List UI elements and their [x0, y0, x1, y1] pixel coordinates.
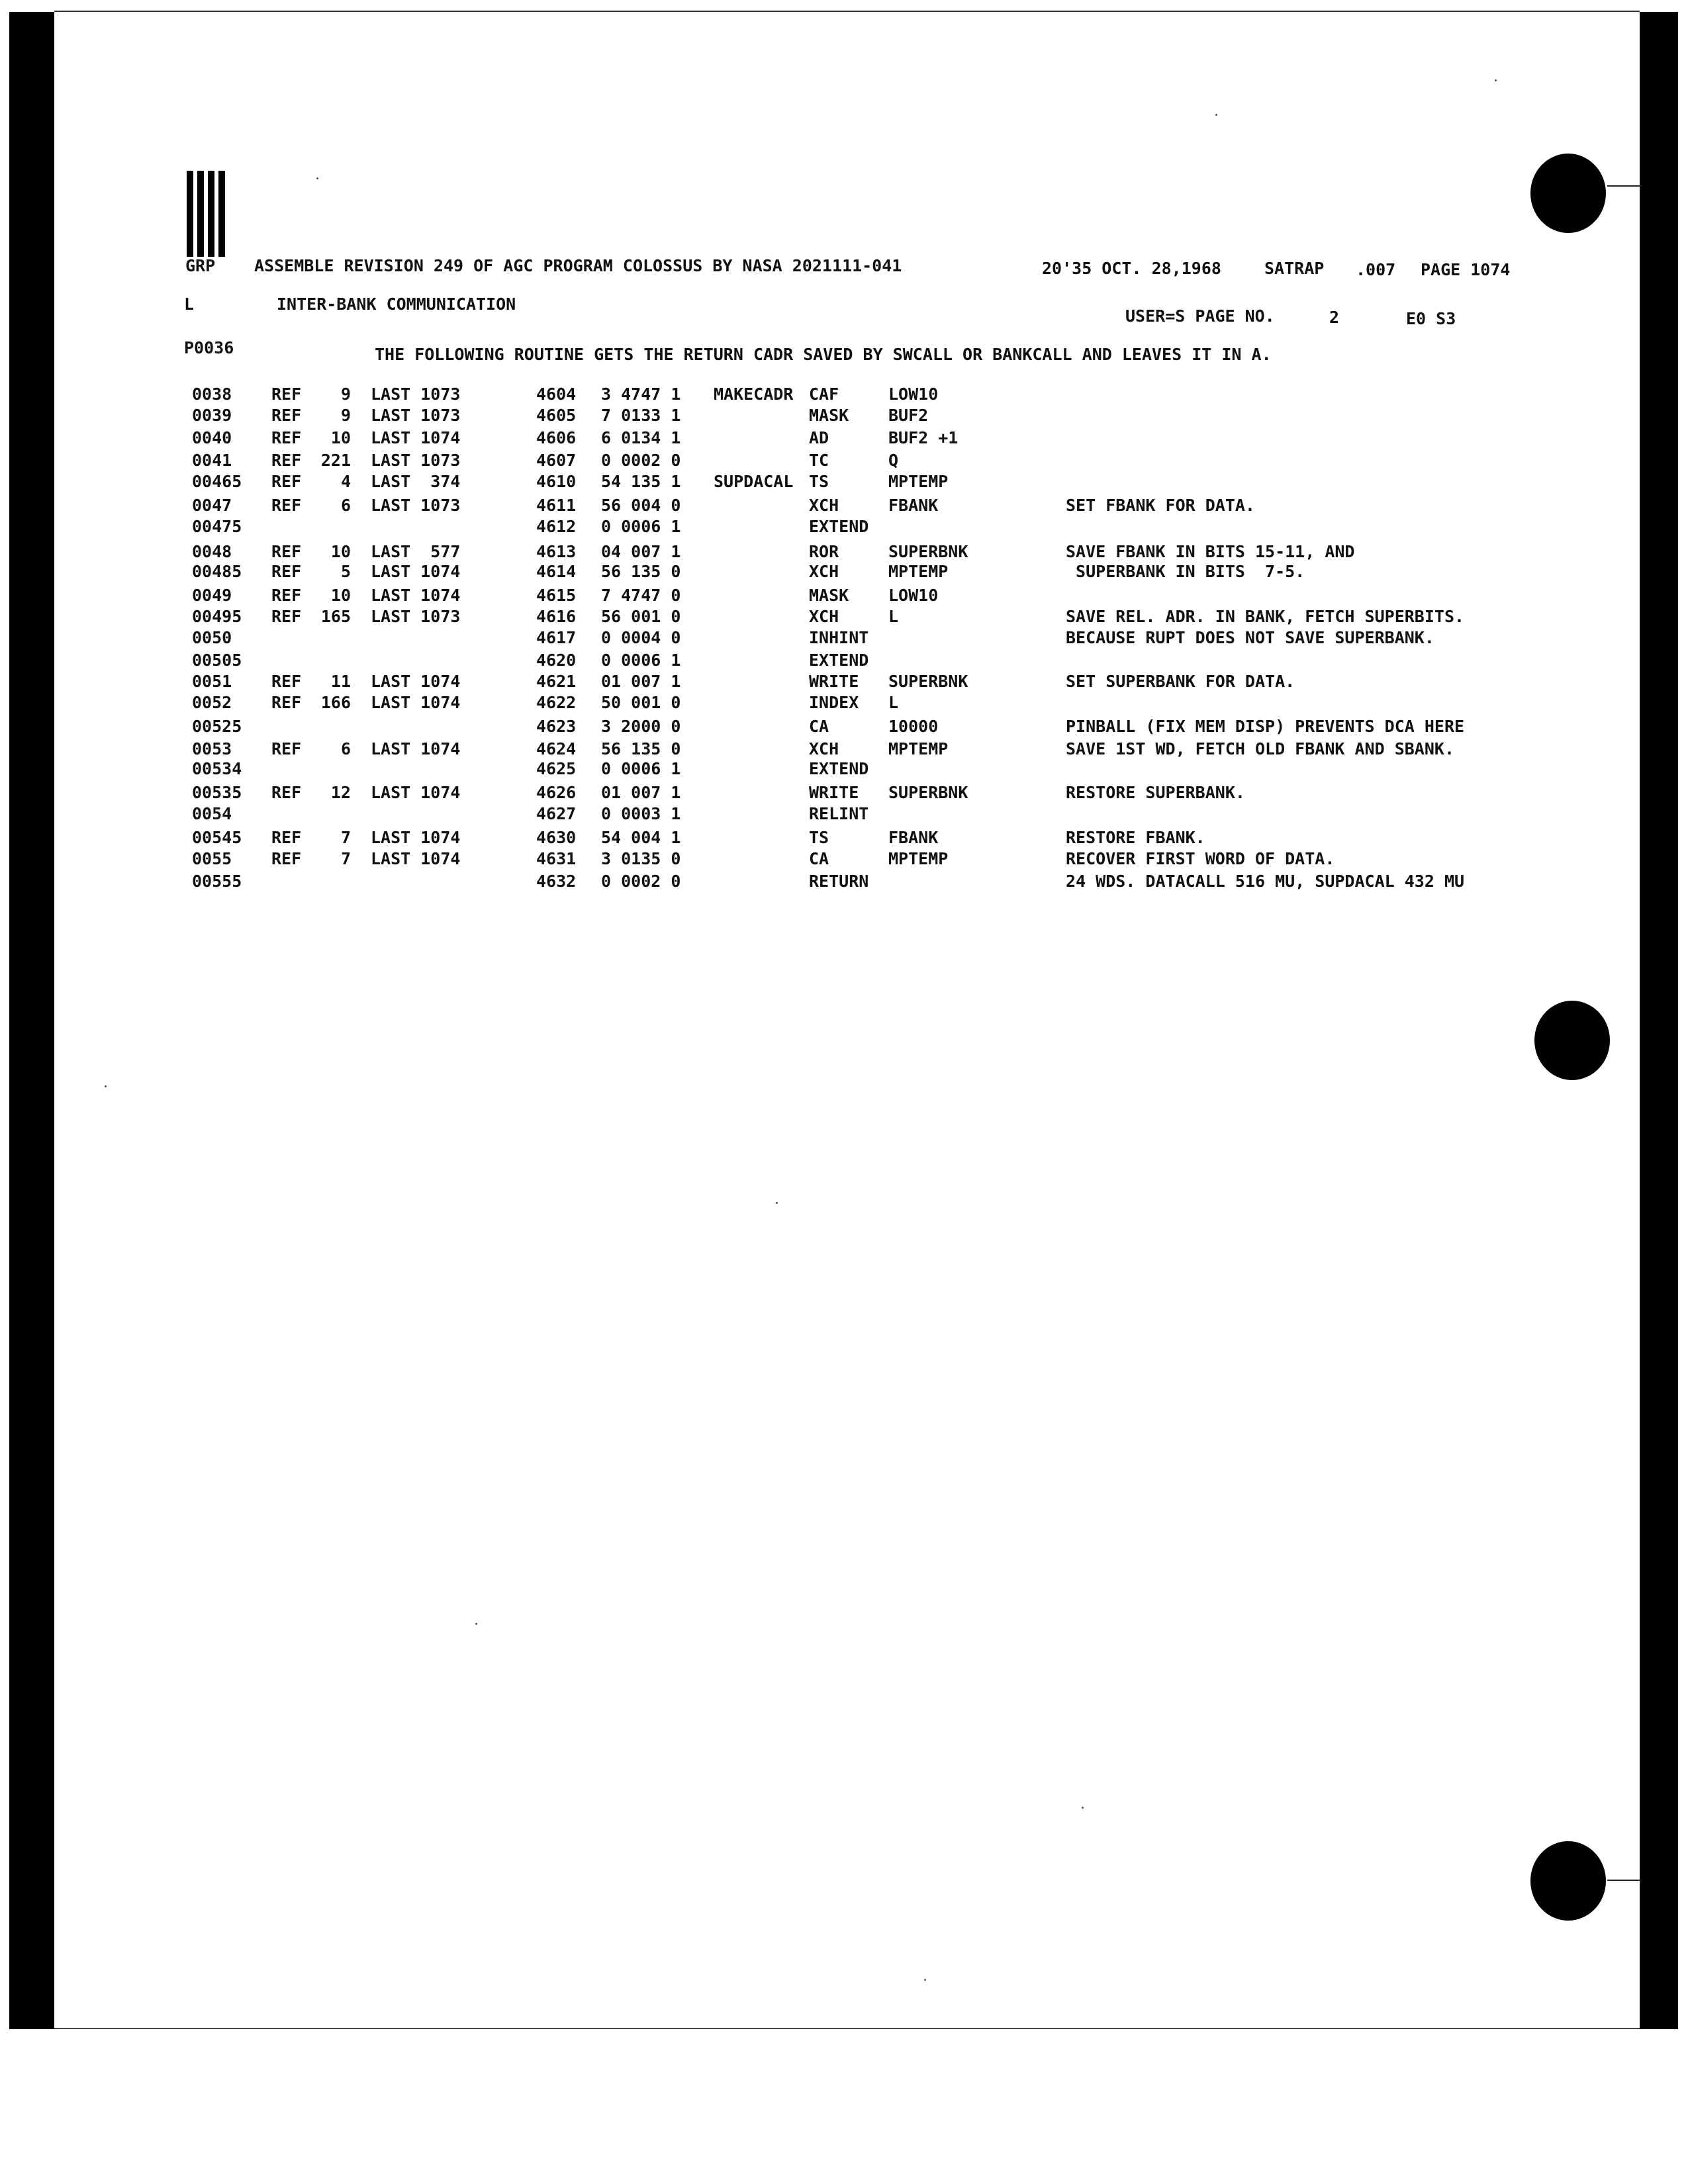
row-address: 4630 — [536, 828, 577, 847]
row-opcode: EXTEND — [809, 517, 869, 536]
row-octal-code: 0 0006 1 — [601, 651, 681, 670]
row-ref-count: 165 — [320, 607, 351, 626]
row-operand: L — [888, 607, 899, 626]
scan-speck — [1495, 79, 1497, 81]
row-last-ref: LAST 1074 — [371, 672, 461, 691]
scan-speck — [1082, 1807, 1084, 1809]
row-ref-label: REF — [271, 739, 302, 758]
row-address: 4614 — [536, 562, 577, 581]
scan-speck — [776, 1202, 778, 1204]
row-sequence-number: 00465 — [192, 472, 242, 491]
scan-edge-bottom — [54, 2028, 1640, 2029]
row-ref-label: REF — [271, 693, 302, 712]
row-sequence-number: 0051 — [192, 672, 232, 691]
row-ref-label: REF — [271, 406, 302, 425]
row-address: 4632 — [536, 872, 577, 891]
row-last-ref: LAST 1073 — [371, 496, 461, 515]
row-operand: MPTEMP — [888, 739, 949, 758]
row-ref-count: 221 — [320, 451, 351, 470]
row-operand: FBANK — [888, 828, 939, 847]
row-sequence-number: 0041 — [192, 451, 232, 470]
row-sequence-number: 00525 — [192, 717, 242, 736]
row-last-ref: LAST 1073 — [371, 607, 461, 626]
row-address: 4625 — [536, 759, 577, 778]
row-address: 4624 — [536, 739, 577, 758]
row-opcode: CA — [809, 849, 829, 868]
row-octal-code: 56 004 0 — [601, 496, 681, 515]
scan-edge-right — [1640, 12, 1678, 2029]
row-comment: RESTORE FBANK. — [1066, 828, 1205, 847]
row-operand: SUPERBNK — [888, 783, 968, 802]
row-ref-label: REF — [271, 586, 302, 605]
row-ref-label: REF — [271, 385, 302, 404]
row-octal-code: 54 004 1 — [601, 828, 681, 847]
row-opcode: INHINT — [809, 628, 869, 647]
row-ref-count: 10 — [330, 586, 351, 605]
punch-hole-middle — [1534, 1001, 1610, 1080]
row-sequence-number: 0050 — [192, 628, 232, 647]
row-comment: SET FBANK FOR DATA. — [1066, 496, 1255, 515]
header-page-number: PAGE 1074 — [1421, 260, 1511, 279]
row-ref-count: 7 — [340, 828, 351, 847]
row-last-ref: LAST 577 — [371, 542, 461, 561]
row-sequence-number: 00485 — [192, 562, 242, 581]
row-comment: SAVE REL. ADR. IN BANK, FETCH SUPERBITS. — [1066, 607, 1465, 626]
row-address: 4611 — [536, 496, 577, 515]
row-opcode: INDEX — [809, 693, 859, 712]
row-octal-code: 0 0002 0 — [601, 872, 681, 891]
row-operand: LOW10 — [888, 586, 939, 605]
row-opcode: TS — [809, 472, 829, 491]
row-sequence-number: 0040 — [192, 428, 232, 447]
scan-speck — [316, 177, 318, 179]
row-ref-count: 4 — [340, 472, 351, 491]
row-ref-label: REF — [271, 783, 302, 802]
row-sequence-number: 0038 — [192, 385, 232, 404]
punch-hole-tick — [1607, 1880, 1642, 1881]
row-comment: PINBALL (FIX MEM DISP) PREVENTS DCA HERE — [1066, 717, 1465, 736]
printer-code: GRP — [185, 256, 216, 275]
row-ref-count: 12 — [330, 783, 351, 802]
row-sequence-number: 0039 — [192, 406, 232, 425]
row-comment: BECAUSE RUPT DOES NOT SAVE SUPERBANK. — [1066, 628, 1434, 647]
header-revision: .007 — [1356, 260, 1396, 279]
row-sequence-number: 0052 — [192, 693, 232, 712]
row-ref-count: 166 — [320, 693, 351, 712]
row-ref-label: REF — [271, 562, 302, 581]
row-octal-code: 0 0006 1 — [601, 517, 681, 536]
row-operand: MPTEMP — [888, 562, 949, 581]
row-ref-count: 7 — [340, 849, 351, 868]
row-opcode: TC — [809, 451, 829, 470]
section-title: INTER-BANK COMMUNICATION — [277, 295, 516, 314]
header-timestamp: 20'35 OCT. 28,1968 — [1042, 259, 1221, 278]
row-octal-code: 3 2000 0 — [601, 717, 681, 736]
row-ref-count: 11 — [330, 672, 351, 691]
comment-line-id: P0036 — [184, 338, 234, 357]
row-ref-label: REF — [271, 607, 302, 626]
row-address: 4610 — [536, 472, 577, 491]
row-sequence-number: 0055 — [192, 849, 232, 868]
row-opcode: RELINT — [809, 804, 869, 823]
row-address: 4623 — [536, 717, 577, 736]
row-operand: MPTEMP — [888, 849, 949, 868]
row-sequence-number: 0049 — [192, 586, 232, 605]
row-last-ref: LAST 1074 — [371, 428, 461, 447]
row-opcode: WRITE — [809, 783, 859, 802]
row-opcode: XCH — [809, 496, 839, 515]
assemble-header: ASSEMBLE REVISION 249 OF AGC PROGRAM COLOSSUS BY NASA 2021111-041 — [254, 256, 902, 275]
row-ref-label: REF — [271, 828, 302, 847]
row-octal-code: 54 135 1 — [601, 472, 681, 491]
row-octal-code: 01 007 1 — [601, 672, 681, 691]
row-last-ref: LAST 374 — [371, 472, 461, 491]
row-opcode: XCH — [809, 739, 839, 758]
printer-mark-icon — [187, 171, 225, 257]
e0-code: E0 S3 — [1406, 309, 1456, 328]
row-octal-code: 0 0003 1 — [601, 804, 681, 823]
row-opcode: WRITE — [809, 672, 859, 691]
row-address: 4615 — [536, 586, 577, 605]
punch-hole-bottom — [1530, 1841, 1606, 1921]
row-opcode: CAF — [809, 385, 839, 404]
user-page-label: USER=S PAGE NO. — [1125, 306, 1275, 326]
row-ref-label: REF — [271, 472, 302, 491]
row-address: 4617 — [536, 628, 577, 647]
row-ref-label: REF — [271, 496, 302, 515]
row-octal-code: 7 4747 0 — [601, 586, 681, 605]
row-last-ref: LAST 1074 — [371, 739, 461, 758]
row-symbol-label: SUPDACAL — [714, 472, 794, 491]
row-sequence-number: 0047 — [192, 496, 232, 515]
row-octal-code: 6 0134 1 — [601, 428, 681, 447]
row-opcode: MASK — [809, 586, 849, 605]
row-address: 4612 — [536, 517, 577, 536]
row-last-ref: LAST 1073 — [371, 385, 461, 404]
row-sequence-number: 0053 — [192, 739, 232, 758]
row-sequence-number: 00505 — [192, 651, 242, 670]
row-ref-count: 6 — [340, 739, 351, 758]
row-opcode: XCH — [809, 562, 839, 581]
header-satrap: SATRAP — [1264, 259, 1325, 278]
row-octal-code: 56 135 0 — [601, 562, 681, 581]
row-octal-code: 01 007 1 — [601, 783, 681, 802]
scan-speck — [1215, 114, 1217, 116]
row-last-ref: LAST 1073 — [371, 451, 461, 470]
row-operand: L — [888, 693, 899, 712]
row-last-ref: LAST 1074 — [371, 783, 461, 802]
row-sequence-number: 00475 — [192, 517, 242, 536]
row-last-ref: LAST 1074 — [371, 562, 461, 581]
row-comment: 24 WDS. DATACALL 516 MU, SUPDACAL 432 MU — [1066, 872, 1465, 891]
row-last-ref: LAST 1073 — [371, 406, 461, 425]
row-ref-count: 9 — [340, 406, 351, 425]
row-operand: MPTEMP — [888, 472, 949, 491]
row-comment: RECOVER FIRST WORD OF DATA. — [1066, 849, 1335, 868]
row-octal-code: 50 001 0 — [601, 693, 681, 712]
scan-speck — [924, 1979, 926, 1981]
row-comment: SAVE 1ST WD, FETCH OLD FBANK AND SBANK. — [1066, 739, 1454, 758]
row-octal-code: 0 0006 1 — [601, 759, 681, 778]
row-operand: Q — [888, 451, 899, 470]
row-address: 4605 — [536, 406, 577, 425]
punch-hole-top — [1530, 154, 1606, 233]
row-ref-count: 10 — [330, 428, 351, 447]
row-octal-code: 3 4747 1 — [601, 385, 681, 404]
log-code: L — [184, 295, 195, 314]
row-ref-count: 5 — [340, 562, 351, 581]
user-page-number: 2 — [1329, 308, 1340, 327]
row-ref-label: REF — [271, 849, 302, 868]
row-sequence-number: 0054 — [192, 804, 232, 823]
scan-edge-left — [9, 12, 54, 2029]
punch-hole-tick — [1607, 185, 1642, 187]
row-last-ref: LAST 1074 — [371, 693, 461, 712]
routine-comment: THE FOLLOWING ROUTINE GETS THE RETURN CADR SAVED BY SWCALL OR BANKCALL AND LEAVES IT IN A. — [375, 345, 1272, 364]
row-ref-label: REF — [271, 542, 302, 561]
row-sequence-number: 0048 — [192, 542, 232, 561]
row-sequence-number: 00495 — [192, 607, 242, 626]
row-opcode: CA — [809, 717, 829, 736]
row-ref-label: REF — [271, 451, 302, 470]
row-operand: BUF2 — [888, 406, 929, 425]
scan-speck — [105, 1085, 107, 1087]
row-opcode: MASK — [809, 406, 849, 425]
row-address: 4621 — [536, 672, 577, 691]
row-opcode: ROR — [809, 542, 839, 561]
row-address: 4613 — [536, 542, 577, 561]
row-octal-code: 56 135 0 — [601, 739, 681, 758]
row-address: 4616 — [536, 607, 577, 626]
row-last-ref: LAST 1074 — [371, 828, 461, 847]
row-opcode: TS — [809, 828, 829, 847]
row-address: 4607 — [536, 451, 577, 470]
row-comment: SET SUPERBANK FOR DATA. — [1066, 672, 1295, 691]
row-comment: SUPERBANK IN BITS 7-5. — [1066, 562, 1305, 581]
row-address: 4627 — [536, 804, 577, 823]
row-address: 4631 — [536, 849, 577, 868]
row-ref-label: REF — [271, 672, 302, 691]
row-address: 4606 — [536, 428, 577, 447]
row-opcode: AD — [809, 428, 829, 447]
row-sequence-number: 00534 — [192, 759, 242, 778]
row-sequence-number: 00545 — [192, 828, 242, 847]
row-octal-code: 0 0002 0 — [601, 451, 681, 470]
row-address: 4620 — [536, 651, 577, 670]
row-address: 4626 — [536, 783, 577, 802]
scan-speck — [475, 1623, 477, 1625]
row-opcode: EXTEND — [809, 651, 869, 670]
row-ref-label: REF — [271, 428, 302, 447]
row-octal-code: 7 0133 1 — [601, 406, 681, 425]
row-ref-count: 10 — [330, 542, 351, 561]
row-operand: 10000 — [888, 717, 939, 736]
row-ref-count: 9 — [340, 385, 351, 404]
row-operand: SUPERBNK — [888, 672, 968, 691]
row-last-ref: LAST 1074 — [371, 586, 461, 605]
row-ref-count: 6 — [340, 496, 351, 515]
row-operand: FBANK — [888, 496, 939, 515]
row-octal-code: 3 0135 0 — [601, 849, 681, 868]
row-opcode: XCH — [809, 607, 839, 626]
row-last-ref: LAST 1074 — [371, 849, 461, 868]
row-comment: SAVE FBANK IN BITS 15-11, AND — [1066, 542, 1355, 561]
row-sequence-number: 00535 — [192, 783, 242, 802]
row-opcode: RETURN — [809, 872, 869, 891]
row-octal-code: 56 001 0 — [601, 607, 681, 626]
row-address: 4604 — [536, 385, 577, 404]
scan-edge-top — [54, 11, 1640, 12]
row-comment: RESTORE SUPERBANK. — [1066, 783, 1245, 802]
row-operand: BUF2 +1 — [888, 428, 959, 447]
row-octal-code: 0 0004 0 — [601, 628, 681, 647]
row-operand: LOW10 — [888, 385, 939, 404]
row-sequence-number: 00555 — [192, 872, 242, 891]
row-opcode: EXTEND — [809, 759, 869, 778]
row-operand: SUPERBNK — [888, 542, 968, 561]
row-symbol-label: MAKECADR — [714, 385, 794, 404]
row-octal-code: 04 007 1 — [601, 542, 681, 561]
row-address: 4622 — [536, 693, 577, 712]
